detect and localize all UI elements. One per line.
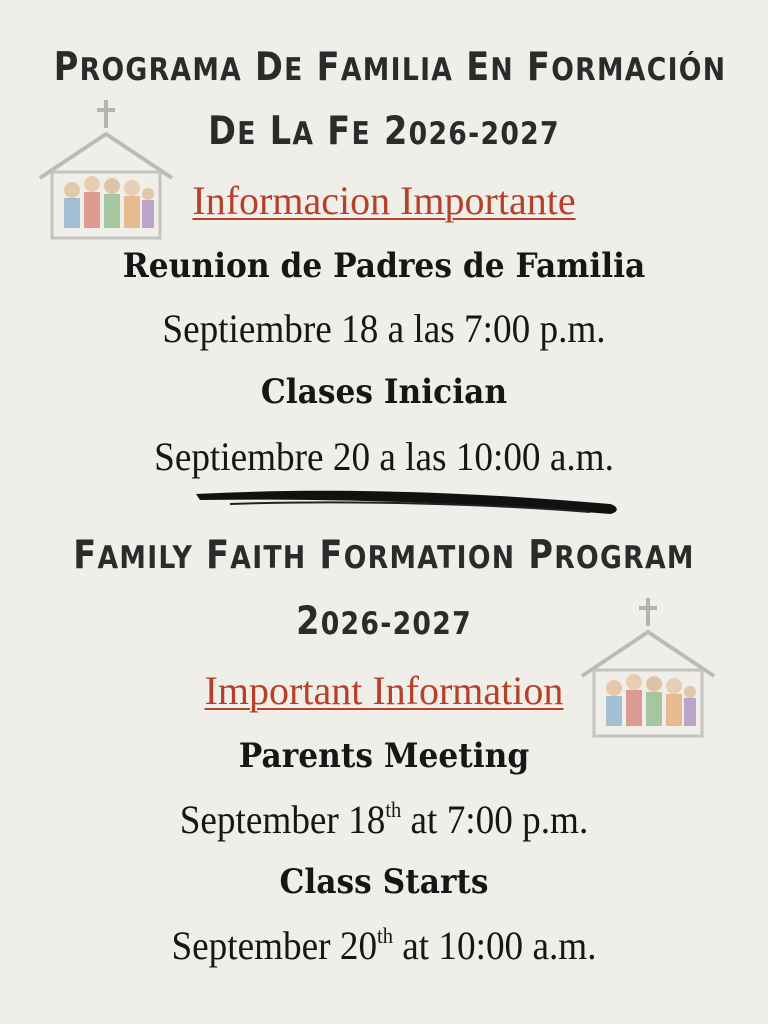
english-title-line1-text: FAMILY FAITH FORMATION PROGRAM	[73, 533, 695, 578]
english-meeting-label: Parents Meeting	[238, 736, 530, 776]
english-classes-date-pre: September 20	[171, 923, 378, 968]
english-classes-label: Class Starts	[279, 862, 489, 902]
spanish-title-line2-text: DE LA FE 2026-2027	[208, 109, 560, 154]
english-classes-date	[27, 920, 741, 972]
english-title-line1	[54, 528, 714, 586]
english-meeting-date-pre: September 18	[179, 797, 386, 842]
english-meeting-date-sup: th	[385, 797, 402, 822]
english-info-heading: Important Information	[204, 668, 564, 713]
spanish-title-line2	[54, 104, 714, 162]
english-meeting-date	[27, 794, 741, 846]
english-classes-date-sup: th	[377, 923, 393, 948]
brush-stroke-divider	[190, 482, 630, 522]
spanish-title-line1	[53, 40, 727, 98]
spanish-info-heading: Informacion Importante	[192, 178, 576, 223]
english-meeting-date-post: at 7:00 p.m.	[401, 797, 589, 842]
spanish-title-line1-text: PROGRAMA DE FAMILIA EN FORMACIÓN	[53, 45, 727, 90]
spanish-classes-date: Septiembre 20 a las 10:00 a.m.	[154, 434, 614, 479]
english-title-line2-text: 2026-2027	[296, 599, 472, 644]
spanish-meeting-label: Reunion de Padres de Familia	[122, 246, 646, 286]
spanish-classes-label: Clases Inician	[260, 372, 508, 412]
spanish-meeting-date: Septiembre 18 a las 7:00 p.m.	[162, 306, 606, 351]
english-classes-date-post: at 10:00 a.m.	[392, 923, 597, 968]
english-title-line2	[54, 594, 714, 652]
